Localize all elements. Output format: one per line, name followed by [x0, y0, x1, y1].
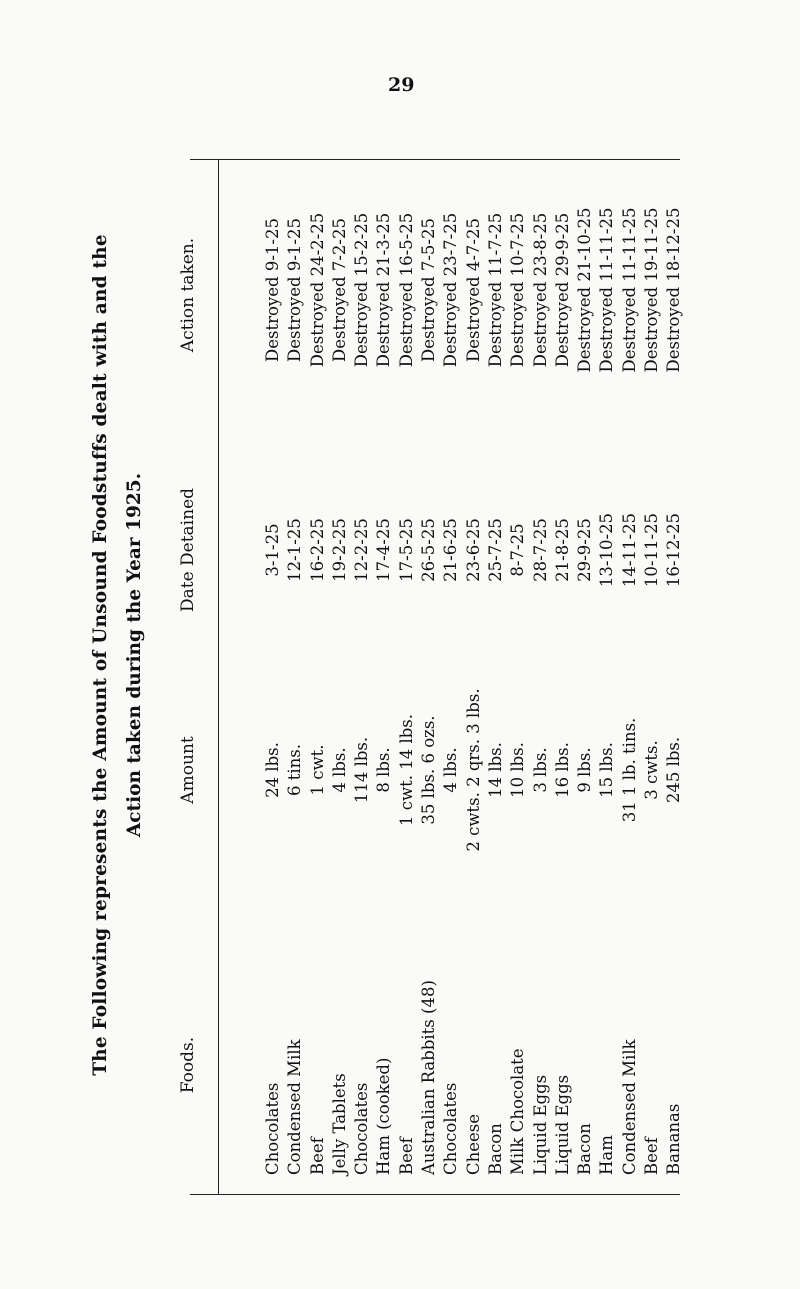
amount-cell: 4 lbs. [329, 747, 349, 793]
amount-cell: 31 1 lb. tins. [619, 717, 639, 823]
action-cell: Destroyed 9-1-25 [263, 218, 282, 362]
food-cell: Beef [307, 1137, 327, 1175]
amount-cell: 14 lbs. [485, 742, 505, 798]
amount-cell: 8 lbs. [374, 747, 394, 793]
food-cell: Beef [642, 1137, 662, 1175]
action-cell: Destroyed 16-5-25 [396, 212, 416, 368]
action-cell: Destroyed 23-7-25 [441, 212, 461, 368]
header-amount: Amount [178, 736, 198, 804]
rotated-table-page [70, 75, 730, 1235]
amount-cell: 9 lbs. [575, 747, 595, 793]
date-cell: 16-12-25 [664, 512, 684, 588]
page-number: 29 [388, 74, 415, 96]
action-cell: Destroyed 15-2-25 [352, 212, 372, 368]
date-cell: 29-9-25 [575, 518, 595, 582]
amount-column [262, 635, 686, 905]
food-cell: Ham [597, 1135, 617, 1175]
foods-column [262, 980, 686, 1175]
date-cell: 28-7-25 [530, 518, 550, 582]
amount-cell: 35 lbs. 6 ozs. [419, 715, 439, 825]
date-cell: 17-4-25 [374, 518, 394, 582]
amount-cell: 3 lbs. [530, 747, 550, 793]
amount-cell: 114 lbs. [352, 736, 372, 804]
food-cell: Condensed Milk [285, 1039, 305, 1175]
food-cell: Bacon [575, 1123, 595, 1175]
header-action-taken: Action taken. [178, 237, 198, 353]
date-cell: 17-5-25 [396, 518, 416, 582]
date-cell: 23-6-25 [463, 518, 483, 582]
food-cell: Australian Rabbits (48) [419, 980, 439, 1175]
food-cell: Bacon [485, 1123, 505, 1175]
amount-cell: 24 lbs. [263, 742, 282, 798]
food-cell: Chocolates [441, 1082, 461, 1175]
amount-cell: 10 lbs. [508, 742, 528, 798]
food-cell: Milk Chocolate [508, 1048, 528, 1175]
amount-cell: 1 cwt. 14 lbs. [396, 713, 416, 827]
action-cell: Destroyed 4-7-25 [463, 218, 483, 362]
amount-cell: 2 cwts. 2 qrs. 3 lbs. [463, 688, 483, 852]
date-cell: 8-7-25 [508, 523, 528, 577]
date-cell: 19-2-25 [329, 518, 349, 582]
date-cell: 21-6-25 [441, 518, 461, 582]
action-cell: Destroyed 21-10-25 [575, 207, 595, 373]
action-cell: Destroyed 24-2-25 [307, 212, 327, 368]
column-rule [190, 1194, 680, 1195]
food-cell: Liquid Eggs [530, 1074, 550, 1175]
date-cell: 10-11-25 [642, 512, 662, 588]
header-foods: Foods. [178, 1036, 198, 1094]
food-cell: Cheese [463, 1113, 483, 1175]
date-cell: 3-1-25 [263, 523, 282, 577]
date-cell: 12-2-25 [352, 518, 372, 582]
action-cell: Destroyed 19-11-25 [642, 207, 662, 373]
document-title: The Following represents the Amount of Unsound Foodstuffs dealt with and the [90, 234, 111, 1076]
food-cell: Liquid Eggs [552, 1074, 572, 1175]
food-cell: Jelly Tablets [329, 1073, 349, 1175]
amount-cell: 15 lbs. [597, 742, 617, 798]
action-cell: Destroyed 10-7-25 [508, 212, 528, 368]
action-cell: Destroyed 7-2-25 [329, 218, 349, 362]
date-cell: 25-7-25 [485, 518, 505, 582]
header-rule [218, 160, 219, 1195]
date-cell: 26-5-25 [419, 518, 439, 582]
action-cell: Destroyed 23-8-25 [530, 212, 550, 368]
food-cell: Chocolates [263, 1082, 282, 1175]
date-cell: 14-11-25 [619, 512, 639, 588]
amount-cell: 16 lbs. [552, 742, 572, 798]
food-cell: Bananas [664, 1103, 684, 1175]
column-rule [190, 159, 680, 160]
amount-cell: 1 cwt. [307, 744, 327, 796]
amount-cell: 3 cwts. [642, 740, 662, 800]
action-taken-column [262, 165, 686, 415]
amount-cell: 6 tins. [285, 744, 305, 796]
action-cell: Destroyed 7-5-25 [419, 218, 439, 362]
date-cell: 12-1-25 [285, 518, 305, 582]
action-cell: Destroyed 18-12-25 [664, 207, 684, 373]
food-cell: Beef [396, 1137, 416, 1175]
header-date-detained: Date Detained [178, 487, 198, 613]
document-subtitle: Action taken during the Year 1925. [124, 472, 145, 838]
action-cell: Destroyed 29-9-25 [552, 212, 572, 368]
food-cell: Ham (cooked) [374, 1057, 394, 1175]
food-cell: Condensed Milk [619, 1039, 639, 1175]
date-detained-column [262, 465, 686, 635]
date-cell: 16-2-25 [307, 518, 327, 582]
amount-cell: 245 lbs. [664, 736, 684, 804]
action-cell: Destroyed 11-11-25 [619, 207, 639, 373]
amount-cell: 4 lbs. [441, 747, 461, 793]
action-cell: Destroyed 9-1-25 [285, 218, 305, 362]
date-cell: 21-8-25 [552, 518, 572, 582]
action-cell: Destroyed 11-7-25 [485, 212, 505, 368]
action-cell: Destroyed 21-3-25 [374, 212, 394, 368]
date-cell: 13-10-25 [597, 512, 617, 588]
food-cell: Chocolates [352, 1082, 372, 1175]
action-cell: Destroyed 11-11-25 [597, 207, 617, 373]
